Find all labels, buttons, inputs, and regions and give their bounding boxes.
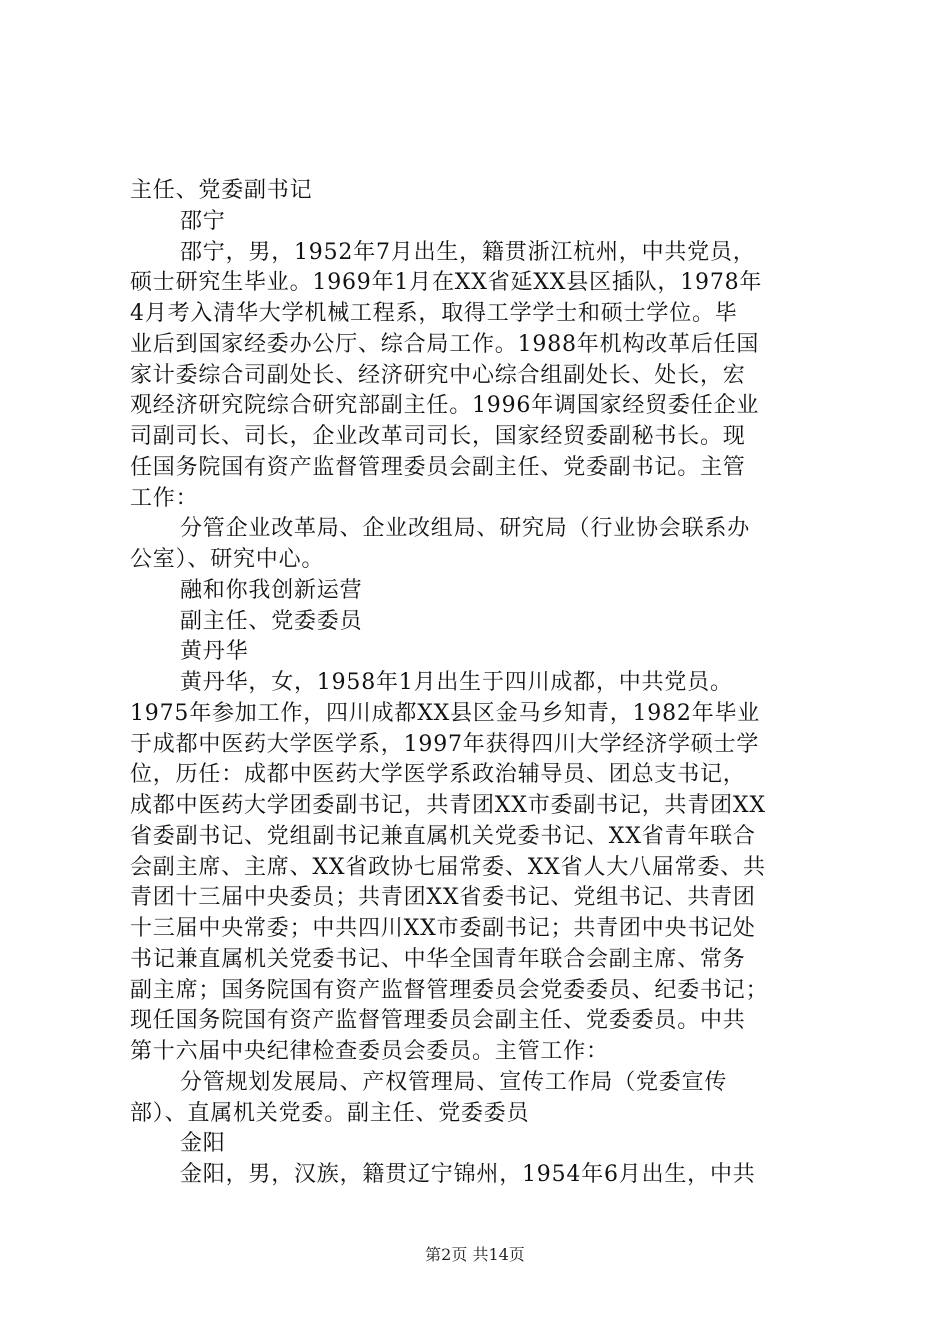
text-line: 硕士研究生毕业。1969年1月在XX省延XX县区插队，1978年 xyxy=(130,270,763,296)
text-line: 家计委综合司副处长、经济研究中心综合组副处长、处长，宏 xyxy=(130,362,746,388)
text-line: 任国务院国有资产监督管理委员会副主任、党委副书记。主管 xyxy=(130,454,746,480)
text-line: 融和你我创新运营 xyxy=(180,577,363,603)
text-line: 现任国务院国有资产监督管理委员会副主任、党委委员。中共 xyxy=(130,1008,746,1034)
text-line: 公室）、研究中心。 xyxy=(130,547,325,572)
text-line: 位，历任：成都中医药大学医学系政治辅导员、团总支书记， xyxy=(130,762,746,788)
document-body xyxy=(130,176,855,1191)
text-line: 邵宁，男，1952年7月出生，籍贯浙江杭州，中共党员， xyxy=(180,239,756,265)
text-line: 十三届中央常委；中共四川XX市委副书记；共青团中央书记处 xyxy=(130,916,756,941)
text-line: 分管企业改革局、企业改组局、研究局（行业协会联系办 xyxy=(180,516,751,542)
text-line: 书记兼直属机关党委书记、中华全国青年联合会副主席、常务 xyxy=(130,946,746,972)
text-line: 4月考入清华大学机械工程系，取得工学学士和硕士学位。毕 xyxy=(130,301,738,326)
text-line: 副主席；国务院国有资产监督管理委员会党委委员、纪委书记； xyxy=(130,977,769,1003)
text-line: 部）、直属机关党委。副主任、党委委员 xyxy=(130,1100,530,1126)
text-line: 黄丹华，女，1958年1月出生于四川成都，中共党员。 xyxy=(180,670,733,695)
text-line: 省委副书记、党组副书记兼直属机关党委书记、XX省青年联合 xyxy=(130,823,756,849)
text-line: 司副司长、司长，企业改革司司长，国家经贸委副秘书长。现 xyxy=(130,424,746,449)
page-footer: 第2页 共14页 xyxy=(425,1245,525,1264)
text-line: 成都中医药大学团委副书记，共青团XX市委副书记，共青团XX xyxy=(130,793,766,818)
text-line: 于成都中医药大学医学系，1997年获得四川大学经济学硕士学 xyxy=(130,731,760,757)
text-line: 金阳，男，汉族，籍贯辽宁锦州，1954年6月出生，中共 xyxy=(180,1162,756,1187)
text-line: 青团十三届中央委员；共青团XX省委书记、党组书记、共青团 xyxy=(130,885,756,911)
text-line: 金阳 xyxy=(180,1131,226,1157)
text-line: 业后到国家经委办公厅、综合局工作。1988年机构改革后任国 xyxy=(130,331,760,357)
text-line: 会副主席、主席、XX省政协七届常委、XX省人大八届常委、共 xyxy=(130,854,766,880)
text-line: 黄丹华 xyxy=(180,639,249,665)
text-line: 1975年参加工作，四川成都XX县区金马乡知青，1982年毕业 xyxy=(130,700,761,726)
text-line: 邵宁 xyxy=(180,208,226,234)
text-line: 分管规划发展局、产权管理局、宣传工作局（党委宣传 xyxy=(180,1069,728,1095)
text-line: 观经济研究院综合研究部副主任。1996年调国家经贸委任企业 xyxy=(130,393,760,419)
text-line: 第十六届中央纪律检查委员会委员。主管工作： xyxy=(130,1039,609,1064)
text-line: 工作： xyxy=(130,485,199,511)
text-line: 副主任、党委委员 xyxy=(180,608,363,634)
text-line: 主任、党委副书记 xyxy=(130,178,313,203)
